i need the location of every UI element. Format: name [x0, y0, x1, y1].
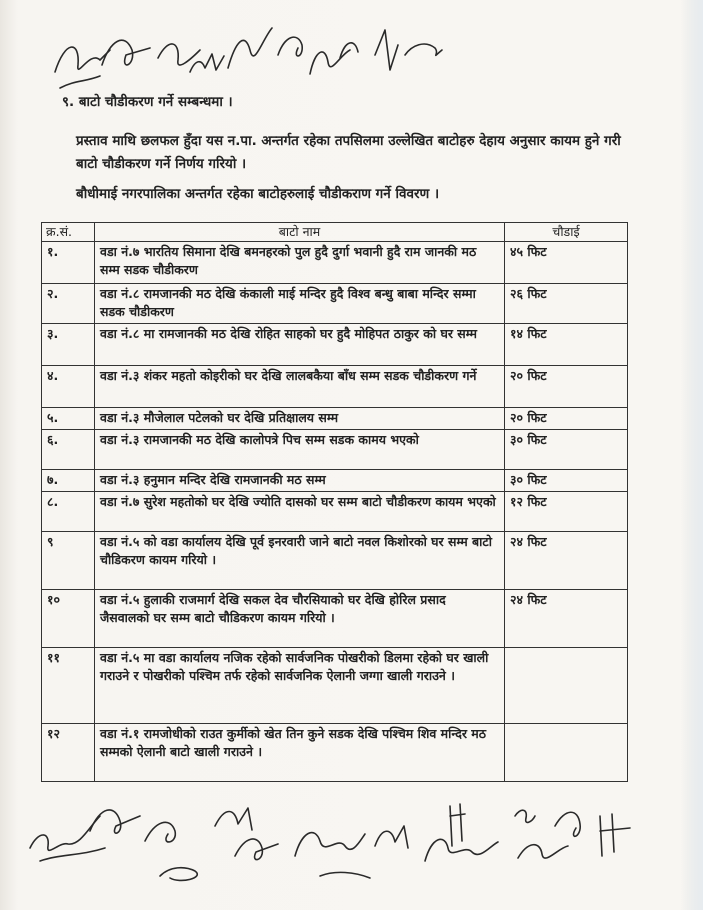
row-road: वडा नं.८ मा रामजानकी मठ देखि रोहित साहको घर हुदै मोहिपत ठाकुर को घर सम्म — [95, 324, 505, 366]
row-road: वडा नं.३ रामजानकी मठ देखि कालोपत्रे पिच सम्म सडक कामय भएको — [95, 430, 505, 470]
row-width: ४५ फिट — [505, 242, 628, 284]
row-road: वडा नं.५ मा वडा कार्यालय नजिक रहेको सार्वजनिक पोखरीको डिलमा रहेको घर खाली गराउने र पोखरीको पश्चिम तर्फ रहेको सार्वजनिक ऐलानी जग्गा खाली गराउने । — [95, 648, 505, 724]
table-header-row — [42, 223, 628, 242]
row-sn: ८. — [42, 492, 95, 532]
table-row — [42, 430, 628, 470]
proposal-text: प्रस्ताव माथि छलफल हुँदा यस न.पा. अन्तर्गत रहेका तपसिलमा उल्लेखित बाटोहरु देहाय अनुसार कायम हुने गरी बाटो चौडीकरण गर्ने निर्णय गरियो । — [76, 133, 621, 172]
row-sn: ७. — [42, 470, 95, 492]
table-row — [42, 366, 628, 408]
row-road: वडा नं.३ हनुमान मन्दिर देखि रामजानकी मठ सम्म — [95, 470, 505, 492]
row-width: १४ फिट — [505, 324, 628, 366]
signatures-bottom — [20, 786, 650, 904]
row-sn: २. — [42, 284, 95, 324]
row-sn: ४. — [42, 366, 95, 408]
row-width — [505, 724, 628, 782]
table-row — [42, 408, 628, 430]
row-width — [505, 648, 628, 724]
header-road: बाटो नाम — [95, 223, 505, 242]
row-sn: ११ — [42, 648, 95, 724]
table-row — [42, 648, 628, 724]
table-row — [42, 532, 628, 590]
row-road: वडा नं.३ शंकर महतो कोइरीको घर देखि लालबकैया बाँध सम्म सडक चौडीकरण गर्ने — [95, 366, 505, 408]
signatures-top — [40, 10, 460, 102]
paper-edge — [681, 0, 703, 910]
row-width: ३० फिट — [505, 470, 628, 492]
table-row — [42, 284, 628, 324]
row-width: २६ फिट — [505, 284, 628, 324]
row-road: वडा नं.५ हुलाकी राजमार्ग देखि सकल देव चौरसियाको घर देखि होरिल प्रसाद जैसवालको घर सम्म बाटो चौडिकरण कायम गरियो । — [95, 590, 505, 648]
row-width: २० फिट — [505, 366, 628, 408]
table-row — [42, 492, 628, 532]
row-road: वडा नं.१ रामजोधीको राउत कुर्मीको खेत तिन कुने सडक देखि पश्चिम शिव मन्दिर मठ सम्मको ऐलानी बाटो खाली गराउने । — [95, 724, 505, 782]
row-road: वडा नं.५ को वडा कार्यालय देखि पूर्व इनरवारी जाने बाटो नवल किशोरको घर सम्म बाटो चौडिकरण कायम गरियो । — [95, 532, 505, 590]
row-sn: १२ — [42, 724, 95, 782]
row-sn: ९ — [42, 532, 95, 590]
section-heading: ९. बाटो चौडीकरण गर्ने सम्बन्धमा । — [62, 94, 233, 110]
table-row — [42, 242, 628, 284]
row-road: वडा नं.७ सुरेश महतोको घर देखि ज्योति दासको घर सम्म बाटो चौडीकरण कायम भएको — [95, 492, 505, 532]
table-row — [42, 590, 628, 648]
row-sn: १. — [42, 242, 95, 284]
row-sn: ६. — [42, 430, 95, 470]
header-sn: क्र.सं. — [42, 223, 95, 242]
row-sn: १० — [42, 590, 95, 648]
row-road: वडा नं.७ भारतिय सिमाना देखि बमनहरको पुल हुदै दुर्गा भवानी हुदै राम जानकी मठ सम्म सडक चौडीकरण — [95, 242, 505, 284]
row-width: २० फिट — [505, 408, 628, 430]
table-row — [42, 724, 628, 782]
row-sn: ५. — [42, 408, 95, 430]
header-width: चौडाई — [505, 223, 628, 242]
row-width: १२ फिट — [505, 492, 628, 532]
row-road: वडा नं.८ रामजानकी मठ देखि कंकाली माई मन्दिर हुदै विश्व बन्धु बाबा मन्दिर सम्मा सडक चौडीकरण — [95, 284, 505, 324]
row-sn: ३. — [42, 324, 95, 366]
table-caption: बौधीमाई नगरपालिका अन्तर्गत रहेका बाटोहरुलाई चौडीकराण गर्ने विवरण । — [76, 186, 440, 202]
road-widening-table — [41, 222, 628, 782]
table-row — [42, 324, 628, 366]
row-width: २४ फिट — [505, 532, 628, 590]
table-row — [42, 470, 628, 492]
row-road: वडा नं.३ मौजेलाल पटेलको घर देखि प्रतिक्षालय सम्म — [95, 408, 505, 430]
row-width: २४ फिट — [505, 590, 628, 648]
row-width: ३० फिट — [505, 430, 628, 470]
